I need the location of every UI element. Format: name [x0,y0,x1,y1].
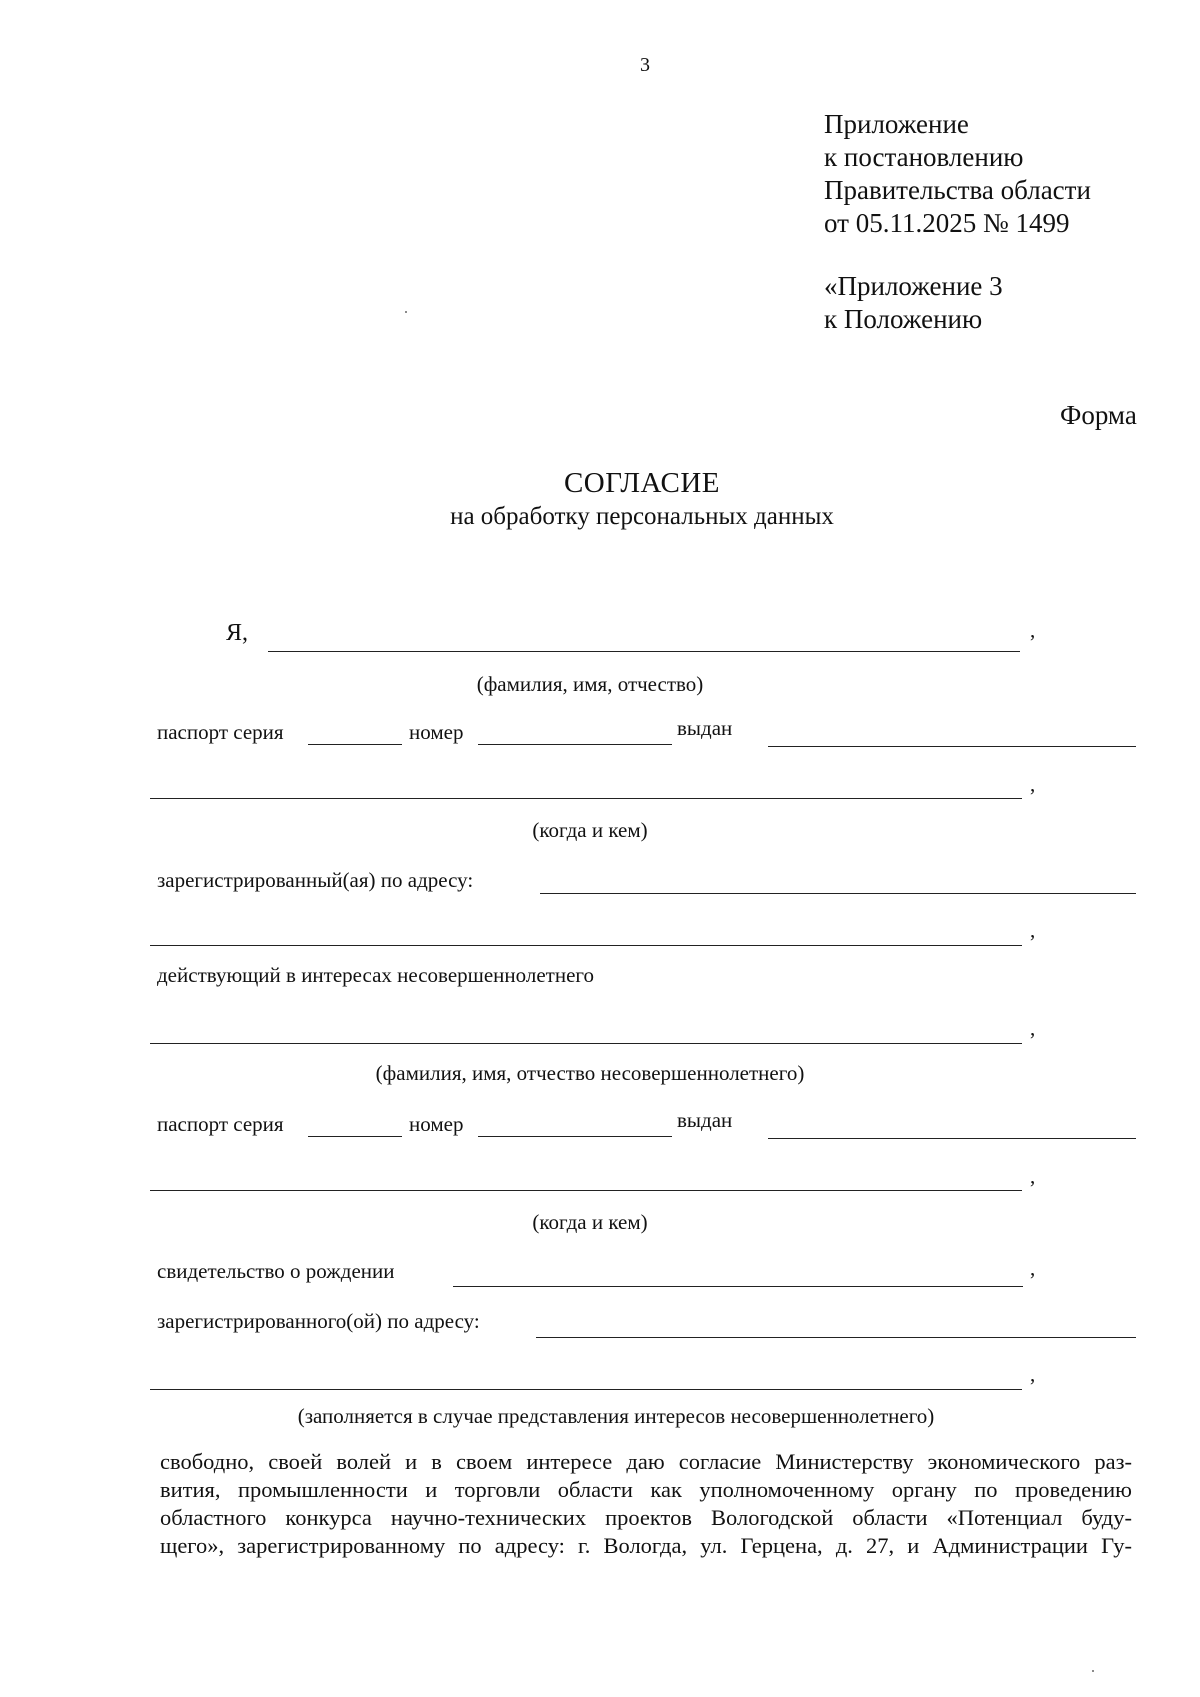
acting-for-minor-label: действующий в интересах несовершеннолетнего [157,963,594,987]
birth-certificate-field-line[interactable] [453,1286,1023,1287]
body-line: областного конкурса научно-технических проектов Вологодской области «Потенциал буду- [160,1505,1132,1530]
body-line: щего», зарегистрированному по адресу: г. Вологда, ул. Герцена, д. 27, и Администрации Гу- [160,1533,1132,1558]
minor-passport-number-field[interactable] [478,1136,672,1137]
annex-line: «Приложение 3 [824,271,1003,301]
passport-series-label: паспорт серия [157,720,284,744]
minor-address-field-line-2[interactable] [150,1389,1022,1390]
address-field-line-2[interactable] [150,945,1022,946]
minor-fio-caption: (фамилия, имя, отчество несовершеннолетнего) [375,1061,805,1085]
issued-label: выдан [677,716,733,740]
issued-field-line-2[interactable] [150,798,1022,799]
header-line: к постановлению [824,142,1024,172]
minor-passport-series-label: паспорт серия [157,1112,284,1136]
header-line: от 05.11.2025 № 1499 [824,208,1070,238]
minor-address-field-line[interactable] [536,1337,1136,1338]
passport-series-field[interactable] [308,744,402,745]
header-line: Правительства области [824,175,1091,205]
minor-when-by-whom-caption: (когда и кем) [532,1210,648,1234]
fio-caption: (фамилия, имя, отчество) [476,672,704,696]
appendix-header [824,108,1091,240]
comma: , [1030,1362,1036,1386]
registered-address-label: зарегистрированный(ая) по адресу: [157,868,474,892]
i-label: Я, [226,620,249,646]
body-line: вития, промышленности и торговли области как уполномоченному органу по проведению [160,1477,1132,1502]
document-title: СОГЛАСИЕ [563,467,721,499]
document-subtitle: на обработку персональных данных [450,503,834,530]
comma: , [1030,918,1036,942]
address-field-line[interactable] [540,893,1136,894]
minor-fio-field-line[interactable] [150,1043,1022,1044]
minor-note-caption: (заполняется в случае представления интересов несовершеннолетнего) [297,1404,935,1428]
page-number: 3 [640,54,650,76]
comma: , [1030,618,1036,642]
minor-issued-field-line-2[interactable] [150,1190,1022,1191]
passport-number-label: номер [409,720,464,744]
minor-passport-number-label: номер [409,1112,464,1136]
form-label: Форма [1060,400,1137,430]
fio-field-line[interactable] [268,651,1020,652]
comma: , [1030,1164,1036,1188]
comma: , [1030,1016,1036,1040]
consent-body-text [160,1448,1132,1560]
when-by-whom-caption: (когда и кем) [532,818,648,842]
annex-reference [824,270,1003,336]
annex-line: к Положению [824,304,983,334]
minor-issued-label: выдан [677,1108,733,1132]
comma: , [1030,772,1036,796]
scan-speck [1092,1670,1094,1672]
body-line: свободно, своей волей и в своем интересе даю согласие Министерству экономического раз- [160,1449,1132,1474]
minor-passport-series-field[interactable] [308,1136,402,1137]
scan-speck [405,311,407,313]
minor-issued-field-line[interactable] [768,1138,1136,1139]
passport-number-field[interactable] [478,744,672,745]
header-line: Приложение [824,109,969,139]
minor-registered-address-label: зарегистрированного(ой) по адресу: [157,1309,480,1333]
issued-field-line[interactable] [768,746,1136,747]
birth-certificate-label: свидетельство о рождении [157,1259,395,1283]
comma: , [1030,1256,1036,1280]
